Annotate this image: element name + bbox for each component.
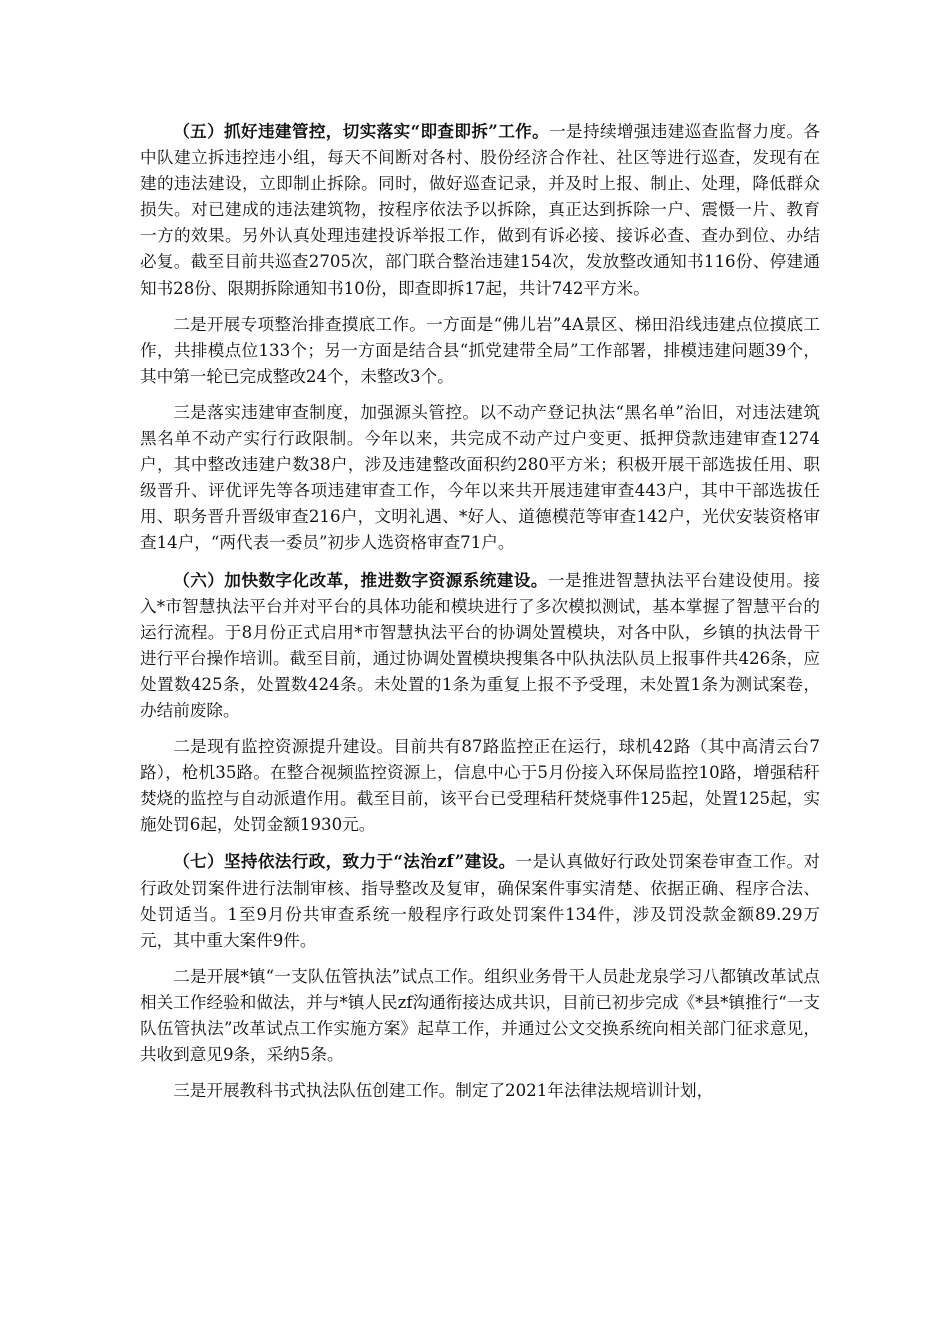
paragraph-body: 二是现有监控资源提升建设。目前共有87路监控正在运行，球机42路（其中高清云台7路），枪机35路。在整合视频监控资源上，信息中心于5月份接入环保局监控10路，增强秸秆焚烧的监控与自动派遣作用。截至目前，该平台已受理秸秆焚烧事件125起，处置125起，实施处罚6起，处罚金额1930元。 xyxy=(140,737,820,835)
paragraph-section-6 xyxy=(140,567,820,725)
paragraph-section-7 xyxy=(140,848,820,953)
section-heading-7: （七）坚持依法行政，致力于“法治zf”建设。 xyxy=(173,851,516,872)
paragraph-body: 一是推进智慧执法平台建设使用。接入*市智慧执法平台并对平台的具体功能和模块进行了多次模拟测试，基本掌握了智慧平台的运行流程。于8月份正式启用*市智慧执法平台的协调处置模块，对各中队，乡镇的执法骨干进行平台操作培训。截至目前，通过协调处置模块搜集各中队执法队员上报事件共426条，应处置数425条，处置数424条。未处置的1条为重复上报不予受理，未处置1条为测试案卷，办结前废除。 xyxy=(140,570,821,720)
paragraph-special-inspection xyxy=(140,312,820,390)
paragraph-body: 三是落实违建审查制度，加强源头管控。以不动产登记执法“黑名单”治旧，对违法建筑黑名单不动产实行行政限制。今年以来，共完成不动产过户变更、抵押贷款违建审查1274户，其中整改违建户数38户，涉及违建整改面积约280平方米；积极开展干部选拔任用、职级晋升、评优评先等各项违建审查工作，今年以来共开展违建审查443户，其中干部选拔任用、职务晋升晋级审查216户，文明礼遇、*好人、道德模范等审查142户，光伏安装资格审查14户，“两代表一委员”初步人选资格审查71户。 xyxy=(140,402,820,553)
paragraph-body: 一是持续增强违建巡查监督力度。各中队建立拆违控违小组，每天不间断对各村、股份经济合作社、社区等进行巡查，发现有在建的违法建设，立即制止拆除。同时，做好巡查记录，并及时上报、制止、处理，降低群众损失。对已建成的违法建筑物，按程序依法予以拆除，真正达到拆除一户、震慑一片、教育一方的效果。另外认真处理违建投诉举报工作，做到有诉必接、接诉必查、查办到位、办结必复。截至目前共巡查2705次，部门联合整治违建154次，发放整改通知书116份、停建通知书28份、限期拆除通知书10份，即查即拆17起，共计742平方米。 xyxy=(140,122,821,298)
paragraph-body: 二是开展专项整治排查摸底工作。一方面是“佛儿岩”4A景区、梯田沿线违建点位摸底工作，共排模点位133个；另一方面是结合县“抓党建带全局”工作部署，排模违建问题39个，其中第一轮已完成整改24个，未整改3个。 xyxy=(140,314,820,386)
paragraph-section-5 xyxy=(140,118,820,302)
document-page xyxy=(140,118,820,1114)
paragraph-review-system xyxy=(140,400,820,557)
paragraph-body: 三是开展教科书式执法队伍创建工作。制定了2021年法律法规培训计划， xyxy=(173,1081,714,1101)
paragraph-training xyxy=(140,1078,820,1104)
paragraph-monitoring xyxy=(140,734,820,838)
paragraph-body: 二是开展*镇“一支队伍管执法”试点工作。组织业务骨干人员赴龙泉学习八都镇改革试点相关工作经验和做法，并与*镇人民zf沟通衔接达成共识，目前已初步完成《*县*镇推行“一支队伍管执法”改革试点工作实施方案》起草工作，并通过公文交换系统向相关部门征求意见，共收到意见9条，采纳5条。 xyxy=(140,966,820,1065)
section-heading-6: （六）加快数字化改革，推进数字资源系统建设。 xyxy=(173,569,548,590)
paragraph-pilot-work xyxy=(140,964,820,1068)
section-heading-5: （五）抓好违建管控，切实落实“即查即拆”工作。 xyxy=(173,121,550,141)
paragraph-body: 一是认真做好行政处罚案卷审查工作。对行政处罚案件进行法制审核、指导整改及复审，确保案件事实清楚、依据正确、程序合法、处罚适当。1至9月份共审查系统一般程序行政处罚案件134件，涉及罚没款金额89.29万元，其中重大案件9件。 xyxy=(140,852,821,950)
